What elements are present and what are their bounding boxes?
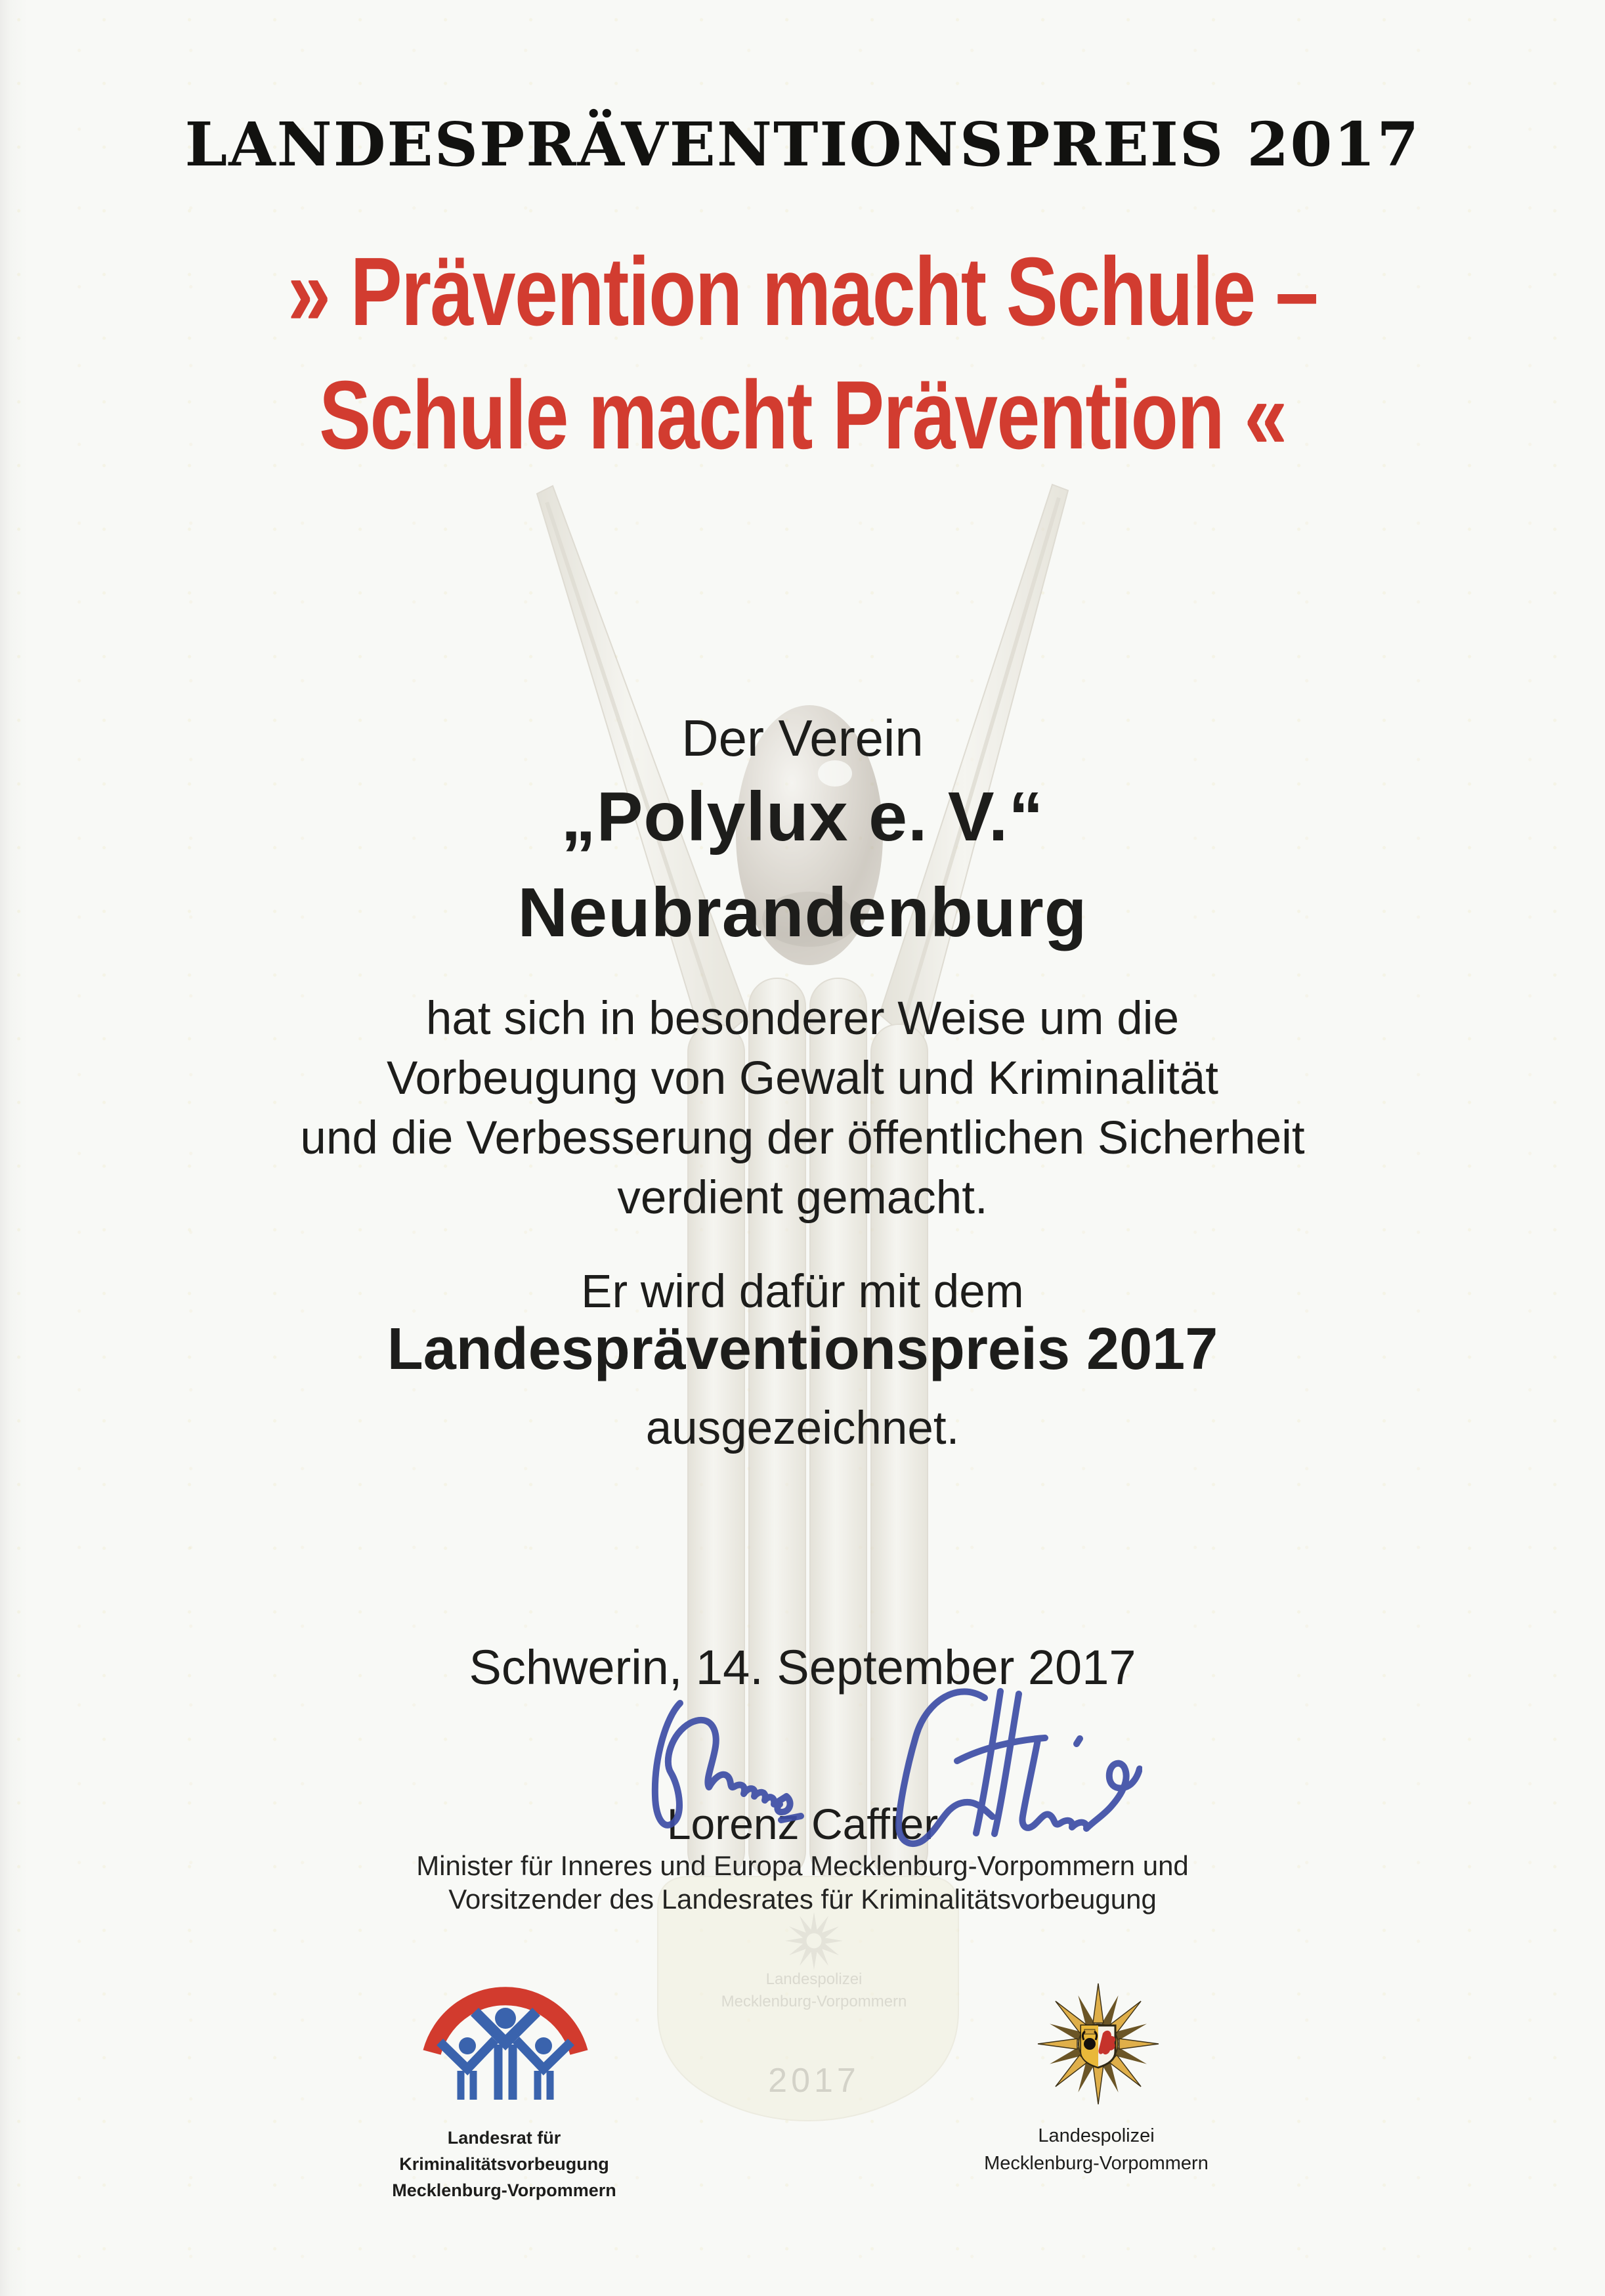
recipient-name: „Polylux e. V.“ [561, 778, 1044, 856]
citation-paragraph [0, 989, 1605, 1228]
award-outro: ausgezeichnet. [645, 1402, 960, 1454]
bull-crown [1084, 2029, 1095, 2034]
award-intro: Er wird dafür mit dem [581, 1266, 1024, 1318]
citation-line: hat sich in besonderer Weise um die [425, 993, 1180, 1045]
award-name: Landespräventionspreis 2017 [387, 1316, 1218, 1382]
bull-head [1084, 2038, 1096, 2050]
right-caption-line1: Landespolizei [1038, 2125, 1155, 2146]
landespolizei-logo [1024, 1970, 1172, 2118]
figure-legs [461, 2071, 473, 2100]
figure-head [495, 2008, 516, 2029]
motto-line-1-text: » Prävention macht Schule – [288, 238, 1317, 346]
base-year: 2017 [768, 2062, 860, 2100]
recipient-intro: Der Verein [681, 709, 924, 767]
figure-legs [538, 2071, 550, 2100]
recipient-city: Neubrandenburg [517, 874, 1088, 951]
right-logo-caption [958, 2122, 1234, 2177]
signature-ink [617, 1655, 1142, 1865]
trophy-left-arm-groove [547, 502, 723, 1036]
police-star-shield [1081, 2025, 1115, 2068]
citation-line: und die Verbesserung der öffentlichen Sicherheit [300, 1112, 1305, 1164]
right-caption-line2: Mecklenburg-Vorpommern [984, 2153, 1209, 2174]
signer-title-line1: Minister für Inneres und Europa Mecklenburg-Vorpommern und [416, 1850, 1189, 1881]
left-caption-line1: Landesrat für Kriminalitätsvorbeugung [399, 2128, 609, 2174]
kriminalitaetsvorbeugung-logo [407, 1975, 604, 2126]
motto-line-2-text: Schule macht Prävention « [318, 361, 1287, 469]
certificate-title: LANDESPRÄVENTIONSPREIS 2017 [184, 109, 1421, 180]
place-and-date: Schwerin, 14. September 2017 [469, 1640, 1136, 1695]
figure-head [535, 2037, 552, 2054]
base-caption-line2: Mecklenburg-Vorpommern [721, 1993, 907, 2010]
signature-last-name [899, 1691, 1140, 1844]
left-caption-line2: Mecklenburg-Vorpommern [392, 2180, 616, 2200]
motto-line-2 [0, 358, 1605, 473]
citation-line: Vorbeugung von Gewalt und Kriminalität [387, 1052, 1218, 1104]
left-logo-caption [353, 2125, 655, 2203]
signer-title-line2: Vorsitzender des Landesrates für Kriminalitätsvorbeugung [448, 1884, 1157, 1915]
signer-name: Lorenz Caffier [666, 1800, 939, 1848]
signature-first-name [655, 1703, 801, 1825]
figure-legs [498, 2045, 513, 2100]
figure-head [459, 2037, 476, 2054]
citation-line: verdient gemacht. [617, 1172, 988, 1224]
motto-line-1 [0, 235, 1605, 350]
base-caption-line1: Landespolizei [765, 1970, 863, 1988]
